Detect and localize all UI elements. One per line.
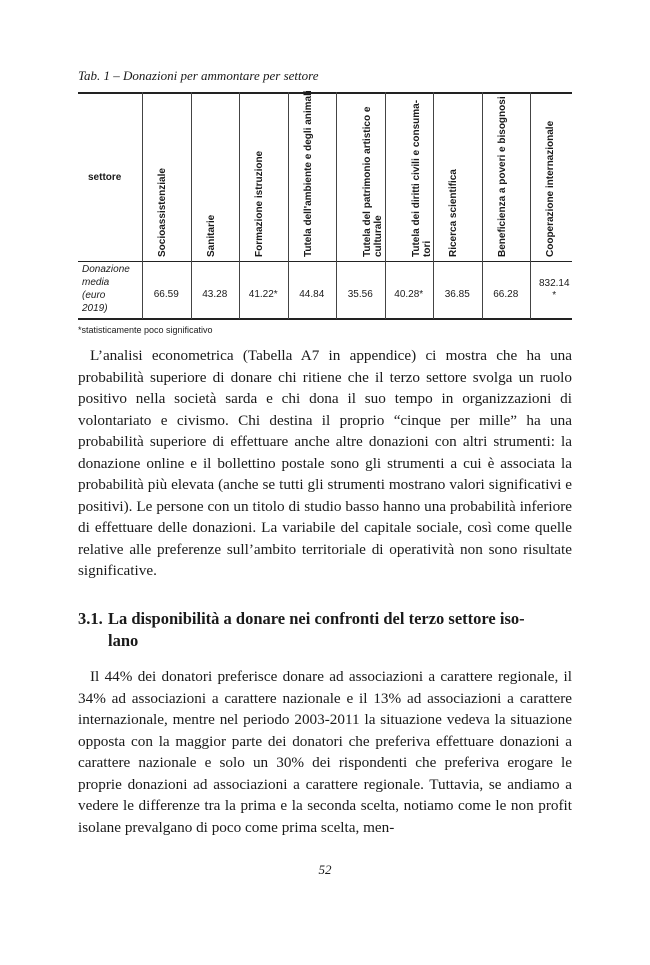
table-cell-value: 44.84 (299, 289, 325, 300)
table-column-header-line: Socioassistenziale (157, 168, 168, 257)
section-title-line-2: lano (108, 631, 139, 650)
table-bottom-rule (78, 318, 572, 320)
table-column-header-line: Beneficienza a poveri e bisognosi (496, 96, 508, 257)
table-cell-value (529, 278, 579, 302)
table-column-header (254, 151, 265, 257)
table-column-divider (288, 92, 289, 319)
table-column-header-line: Cooperazione internazionale (545, 120, 556, 257)
table-column-header (411, 100, 433, 257)
table-column-header (303, 90, 314, 257)
table-column-header (362, 107, 384, 257)
table-column-header (448, 169, 459, 257)
section-number: 3.1. (78, 609, 103, 628)
table-column-header-line: Sanitarie (205, 214, 217, 257)
table-footnote: *statisticamente poco significativo (78, 325, 213, 335)
section-title-line-1: La disponibilità a donare nei confronti del terzo settore iso- (108, 609, 525, 628)
table-column-divider (433, 92, 434, 319)
table-column-divider (191, 92, 192, 319)
table-row-label-line: 2019) (82, 303, 108, 314)
table-cell-value: 66.59 (153, 289, 179, 300)
body-paragraph-1: L’analisi econometrica (Tabella A7 in appendice) ci mostra che ha una probabilità superiore di donare chi ritiene che il terzo settore svolga un ruolo positivo nella società sarda e chi dona il suo tempo in organizzazioni di volontariato e civismo. Chi destina il proprio “cinque per mille” ha una probabilità superiore di effettuare anche altre donazioni con altri strumenti: la donazione online e il bollettino postale sono gli strumenti a cui è associata la probabilità più elevata (anche se tutti gli strumenti mostrano valori significativi e positivi). Le persone con un titolo di studio basso hanno una probabilità inferiore di effettuare delle donazioni. La variabile del capitale sociale, così come quelle relative alle preferenze sull’ambito territoriale di operatività non sono risultate significative. (78, 347, 572, 579)
page-number: 52 (318, 862, 332, 877)
table-column-divider (336, 92, 337, 319)
table-column-header-line: tori (421, 240, 433, 257)
section-heading (78, 608, 572, 652)
table-row-label (82, 263, 130, 315)
table-cell-value: 41.22* (248, 289, 278, 300)
table-column-divider (142, 92, 143, 319)
table-column-divider (482, 92, 483, 319)
table-top-rule (78, 92, 572, 94)
table-column-header-line: culturale (373, 215, 384, 257)
table-row-label-line: media (82, 277, 110, 288)
table-cell-value-line: * (552, 290, 557, 301)
table-cell-value: 36.85 (444, 289, 470, 300)
body-paragraph-2: Il 44% dei donatori preferisce donare ad associazioni a carattere regionale, il 34% ad associazioni a carattere nazionale e il 13% ad associazioni a carattere internazionale, mentre nel periodo 2003-2011 la situazione vedeva la situazione opposta con la maggior parte dei donatori che preferiva effettuare donazioni a carattere nazionale e solo un 30% dei rispondenti che preferiva erogare le proprie donazioni ad associazioni a carattere regionale. Tuttavia, se andiamo a vedere le differenze tra la prima e la seconda scelta, notiamo come le non profit isolane prevalgano di poco come prima scelta, men- (78, 668, 572, 836)
table-column-header (206, 215, 217, 257)
table-column-header-line: Tutela dei diritti civili e consuma- (410, 99, 422, 257)
table-column-header (157, 168, 168, 257)
table-cell-value: 43.28 (202, 289, 228, 300)
table-column-divider (385, 92, 386, 319)
table-corner-label: settore (88, 172, 122, 183)
table-column-header (497, 96, 508, 257)
table-column-header-line: Ricerca scientifica (448, 169, 459, 257)
table-cell-value: 66.28 (493, 289, 519, 300)
table-cell-value: 35.56 (347, 289, 373, 300)
table-caption: Tab. 1 – Donazioni per ammontare per settore (78, 68, 319, 83)
table-row-label-line: (euro (82, 290, 106, 301)
table-cell-value-line: 832.14 (538, 278, 570, 289)
table-column-header-line: Tutela del patrimonio artistico e (362, 106, 373, 257)
table-column-header-line: Tutela dell'ambiente e degli animali (302, 90, 314, 257)
table-column-header (545, 121, 556, 257)
table-header-rule (78, 261, 572, 262)
table-row-label-line: Donazione (82, 264, 130, 275)
table-column-header-line: Formazione istruzione (254, 150, 265, 257)
table-column-divider (239, 92, 240, 319)
table-cell-value: 40.28* (394, 289, 424, 300)
